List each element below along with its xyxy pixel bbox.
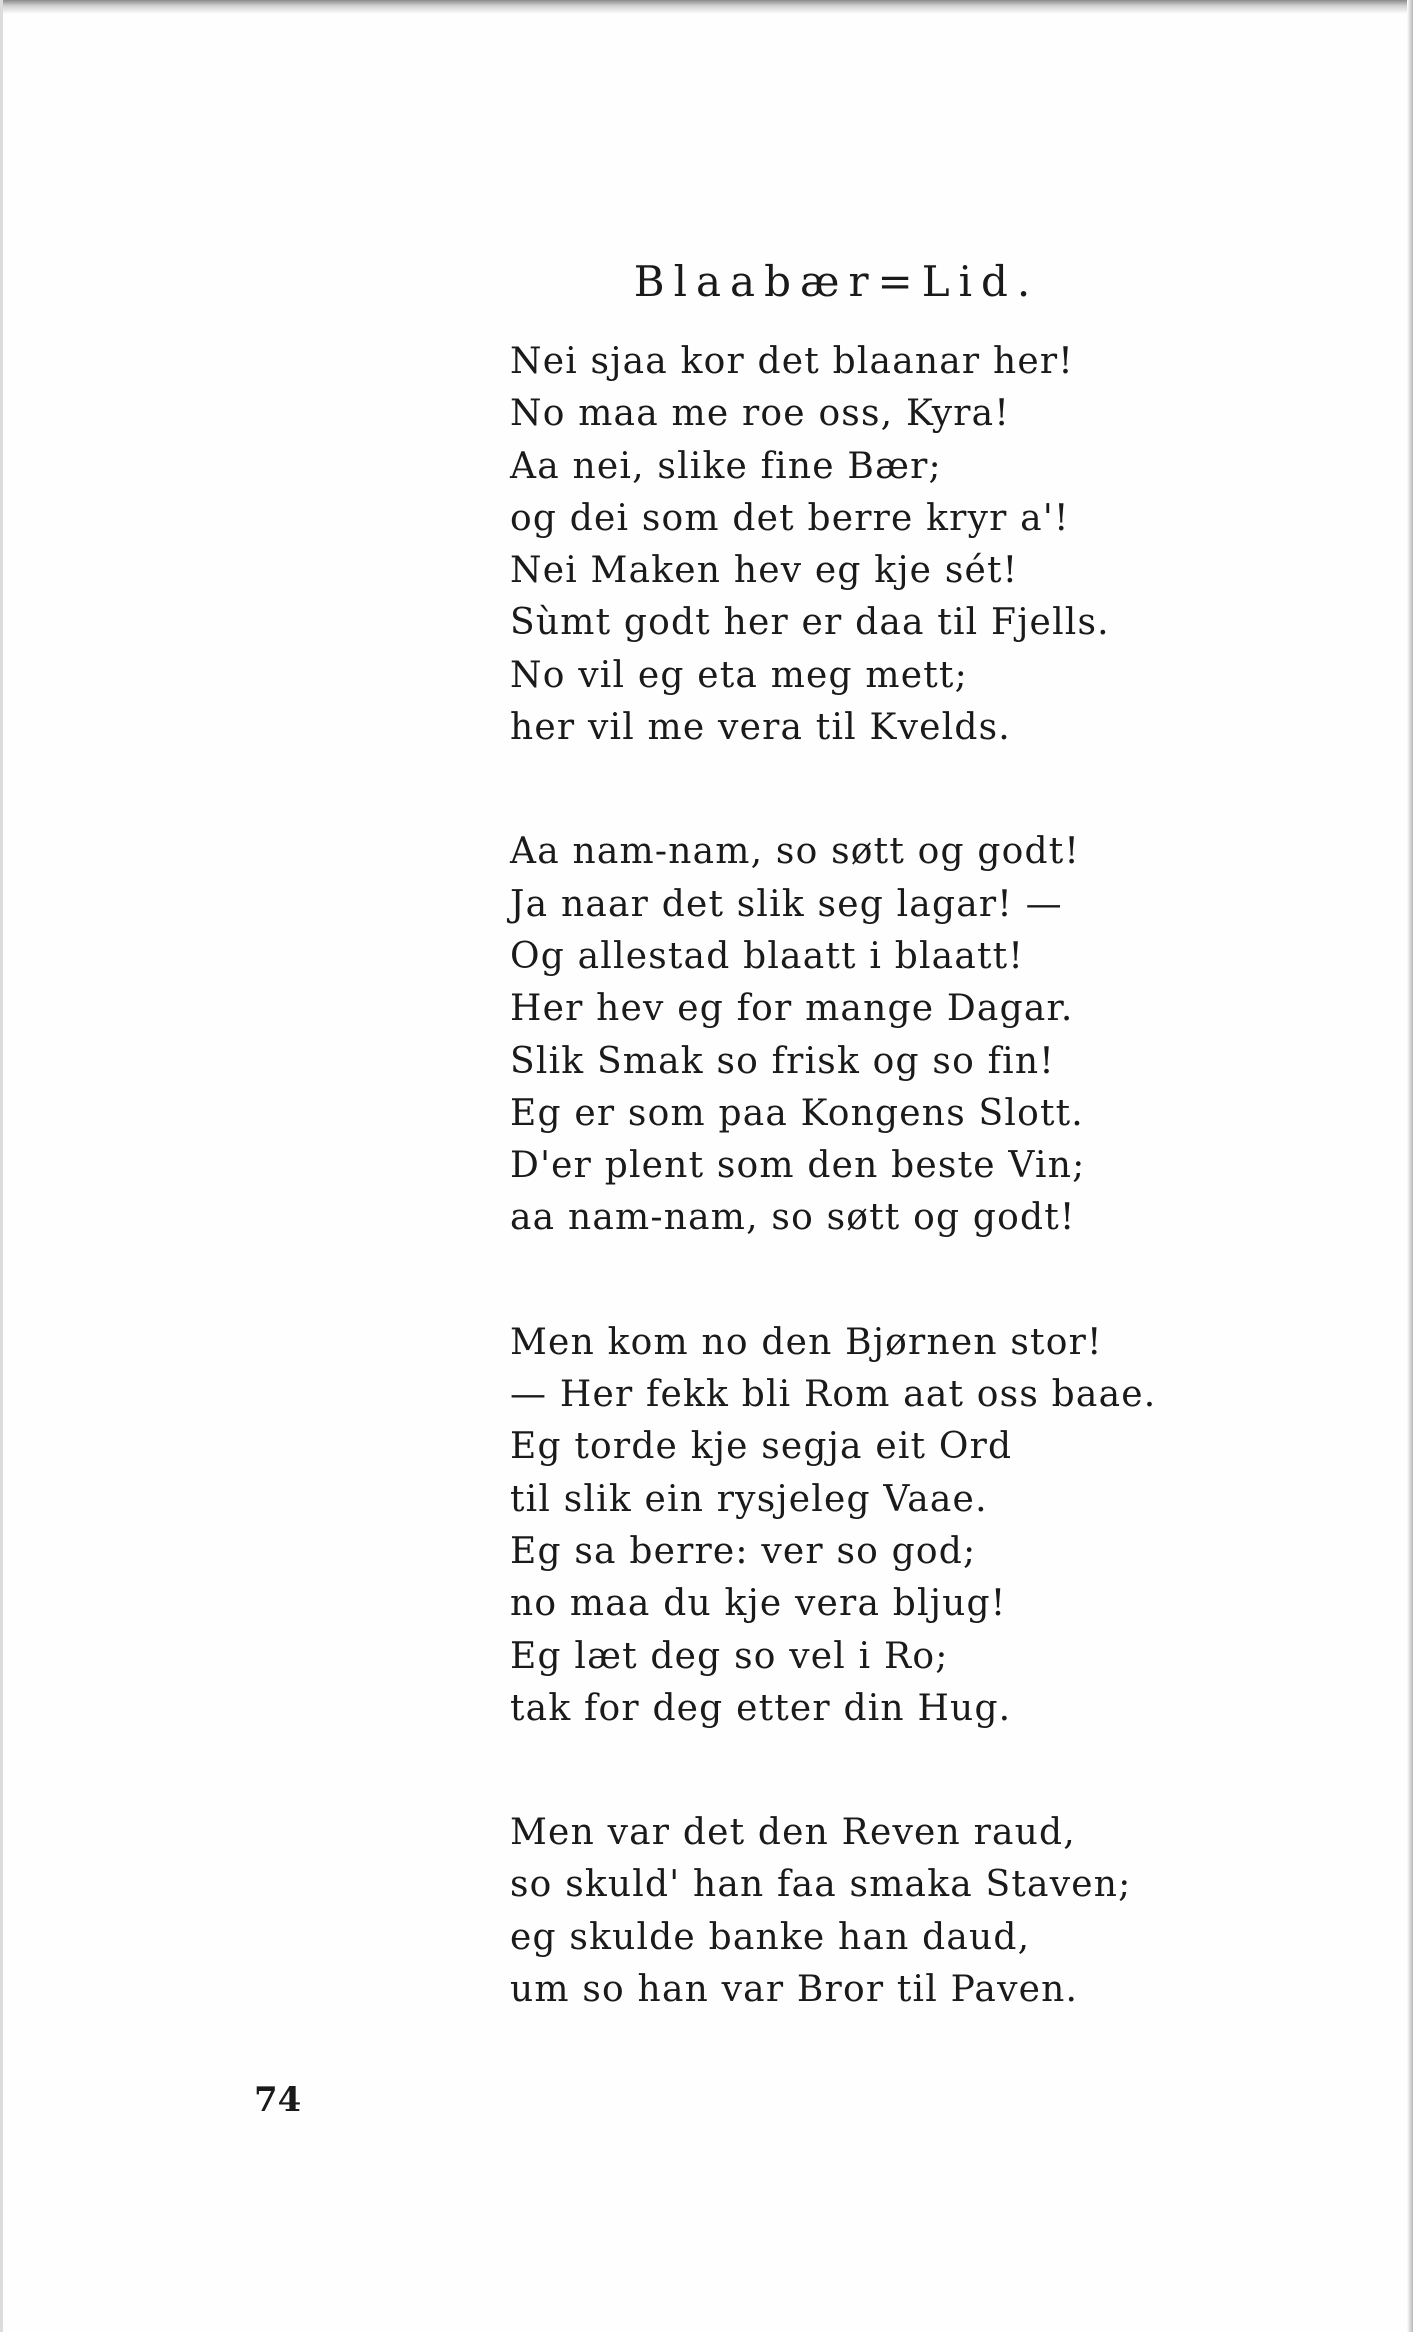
poem-line: Sùmt godt her er daa til Fjells. (510, 602, 1110, 644)
poem-line: Eg torde kje segja eit Ord (510, 1426, 1013, 1468)
poem-line: D'er plent som den beste Vin; (510, 1145, 1086, 1187)
poem-line: Aa nei, slike fine Bær; (510, 445, 942, 487)
poem-line: Eg læt deg so vel i Ro; (510, 1635, 949, 1677)
stanza-4 (510, 1807, 1290, 2016)
poem-line: til slik ein rysjeleg Vaae. (510, 1478, 988, 1520)
page-number: 74 (254, 2080, 302, 2120)
poem-line: Eg sa berre: ver so god; (510, 1530, 977, 1572)
poem-line: so skuld' han faa smaka Staven; (510, 1864, 1132, 1906)
stanza-3 (510, 1317, 1290, 1735)
poem-line: um so han var Bror til Paven. (510, 1969, 1079, 2011)
poem-line: No maa me roe oss, Kyra! (510, 393, 1011, 435)
poem-body (510, 336, 1290, 2016)
poem-line: — Her fekk bli Rom aat oss baae. (510, 1374, 1157, 1416)
poem-line: Men var det den Reven raud, (510, 1812, 1076, 1854)
stanza-2 (510, 826, 1290, 1244)
page-right-edge (1407, 0, 1413, 2332)
stanza-1 (510, 336, 1290, 754)
poem-line: Eg er som paa Kongens Slott. (510, 1092, 1084, 1134)
poem-line: her vil me vera til Kvelds. (510, 707, 1011, 749)
poem-line: Men kom no den Bjørnen stor! (510, 1321, 1103, 1363)
page-left-edge (0, 0, 3, 2332)
poem-line: Slik Smak so frisk og so fin! (510, 1040, 1055, 1082)
poem-line: Og allestad blaatt i blaatt! (510, 935, 1024, 977)
poem-title: Blaabær=Lid. (633, 257, 1040, 306)
poem-line: og dei som det berre kryr a'! (510, 497, 1070, 539)
poem-line: No vil eg eta meg mett; (510, 654, 968, 696)
poem-line: Ja naar det slik seg lagar! — (510, 883, 1063, 925)
poem-line: Her hev eg for mange Dagar. (510, 988, 1074, 1030)
page-top-edge (0, 0, 1413, 14)
poem-line: Aa nam-nam, so søtt og godt! (510, 831, 1081, 873)
poem-line: Nei Maken hev eg kje sét! (510, 550, 1019, 592)
poem-line: no maa du kje vera bljug! (510, 1583, 1007, 1625)
poem-line: eg skulde banke han daud, (510, 1916, 1031, 1958)
poem-line: aa nam-nam, so søtt og godt! (510, 1197, 1076, 1239)
poem-line: tak for deg etter din Hug. (510, 1687, 1012, 1729)
poem-line: Nei sjaa kor det blaanar her! (510, 341, 1074, 382)
